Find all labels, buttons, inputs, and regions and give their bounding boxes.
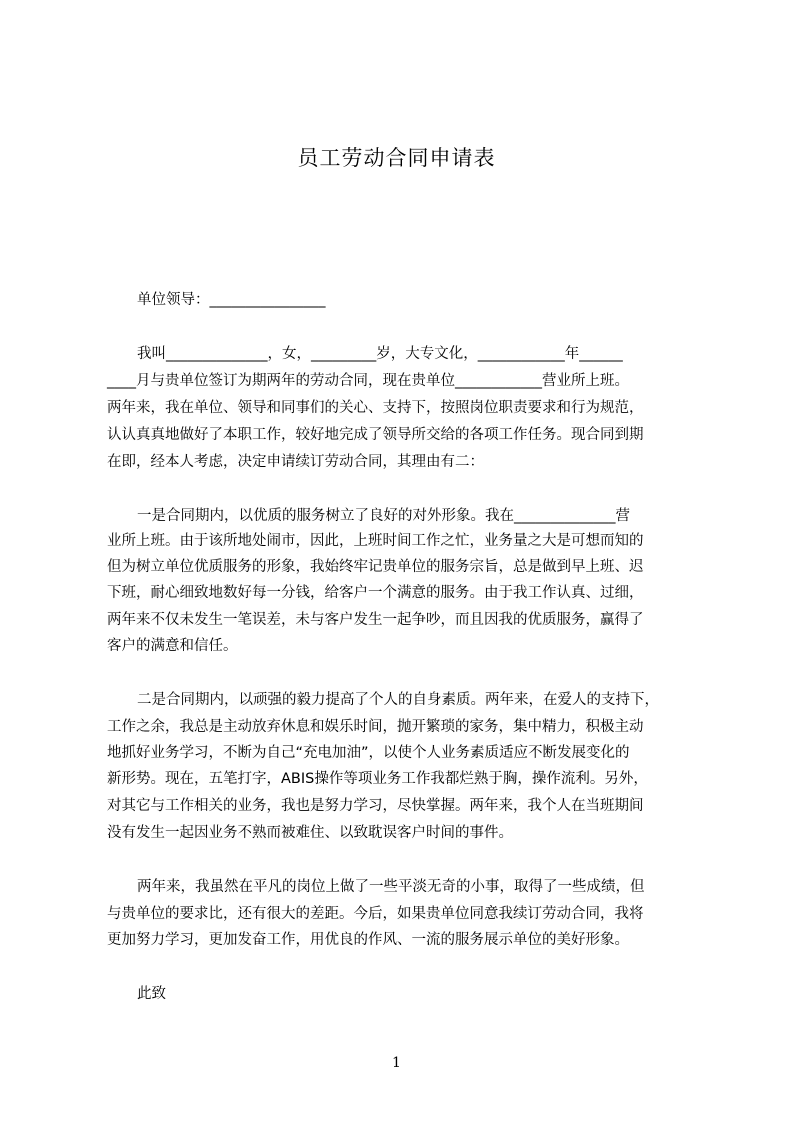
salutation-blank: ________________ bbox=[209, 292, 326, 308]
paragraph-3-line-6: 没有发生一起因业务不熟而被难住、以致耽误客户时间的事件。 bbox=[107, 825, 513, 841]
closing-text: 此致 bbox=[137, 986, 166, 1002]
page-number: 1 bbox=[392, 1055, 401, 1071]
paragraph-4-line-1: 两年来，我虽然在平凡的岗位上做了一些平淡无奇的小事，取得了一些成绩，但 bbox=[137, 879, 645, 895]
paragraph-4-line-3: 更加努力学习，更加发奋工作，用优良的作风、一流的服务展示单位的美好形象。 bbox=[107, 932, 629, 948]
paragraph-1-line-2: ____月与贵单位签订为期两年的劳动合同，现在贵单位____________营业所上班。 bbox=[107, 373, 629, 389]
salutation-label: 单位领导： bbox=[137, 292, 210, 308]
paragraph-2-line-1: 一是合同期内，以优质的服务树立了良好的对外形象。我在______________营 bbox=[137, 508, 630, 524]
paragraph-3-line-4: 新形势。现在，五笔打字，ABIS操作等项业务工作我都烂熟于胸，操作流利。另外， bbox=[107, 771, 648, 787]
paragraph-1-line-1: 我叫______________，女，_________岁，大专文化，____________年______ bbox=[137, 346, 623, 362]
paragraph-2-line-6: 客户的满意和信任。 bbox=[107, 638, 238, 654]
paragraph-2-line-4: 下班，耐心细致地数好每一分钱，给客户一个满意的服务。由于我工作认真、过细， bbox=[107, 585, 644, 601]
paragraph-3-line-5: 对其它与工作相关的业务，我也是努力学习，尽快掌握。两年来，我个人在当班期间 bbox=[107, 798, 644, 814]
paragraph-3-line-2: 工作之余，我总是主动放弃休息和娱乐时间，抛开繁琐的家务，集中精力，积极主动 bbox=[107, 719, 644, 735]
paragraph-2-line-2: 业所上班。由于该所地处闹市，因此，上班时间工作之忙，业务量之大是可想而知的 bbox=[107, 533, 644, 549]
paragraph-3-line-1: 二是合同期内，以顽强的毅力提高了个人的自身素质。两年来，在爱人的支持下， bbox=[137, 692, 659, 708]
paragraph-1-line-5: 在即，经本人考虑，决定申请续订劳动合同，其理由有二： bbox=[107, 454, 484, 470]
paragraph-1-line-3: 两年来，我在单位、领导和同事们的关心、支持下，按照岗位职责要求和行为规范， bbox=[107, 400, 644, 416]
paragraph-2-line-3: 但为树立单位优质服务的形象，我始终牢记贵单位的服务宗旨，总是做到早上班、迟 bbox=[107, 559, 644, 575]
paragraph-3-line-3: 地抓好业务学习，不断为自己“充电加油”，以使个人业务素质适应不断发展变化的 bbox=[107, 745, 630, 761]
paragraph-4-line-2: 与贵单位的要求比，还有很大的差距。今后，如果贵单位同意我续订劳动合同，我将 bbox=[107, 906, 644, 922]
paragraph-1-line-4: 认认真真地做好了本职工作，较好地完成了领导所交给的各项工作任务。现合同到期 bbox=[107, 427, 644, 443]
document-title: 员工劳动合同申请表 bbox=[297, 146, 496, 170]
salutation-line bbox=[137, 290, 326, 310]
paragraph-2-line-5: 两年来不仅未发生一笔误差，未与客户发生一起争吵，而且因我的优质服务，赢得了 bbox=[107, 612, 644, 628]
